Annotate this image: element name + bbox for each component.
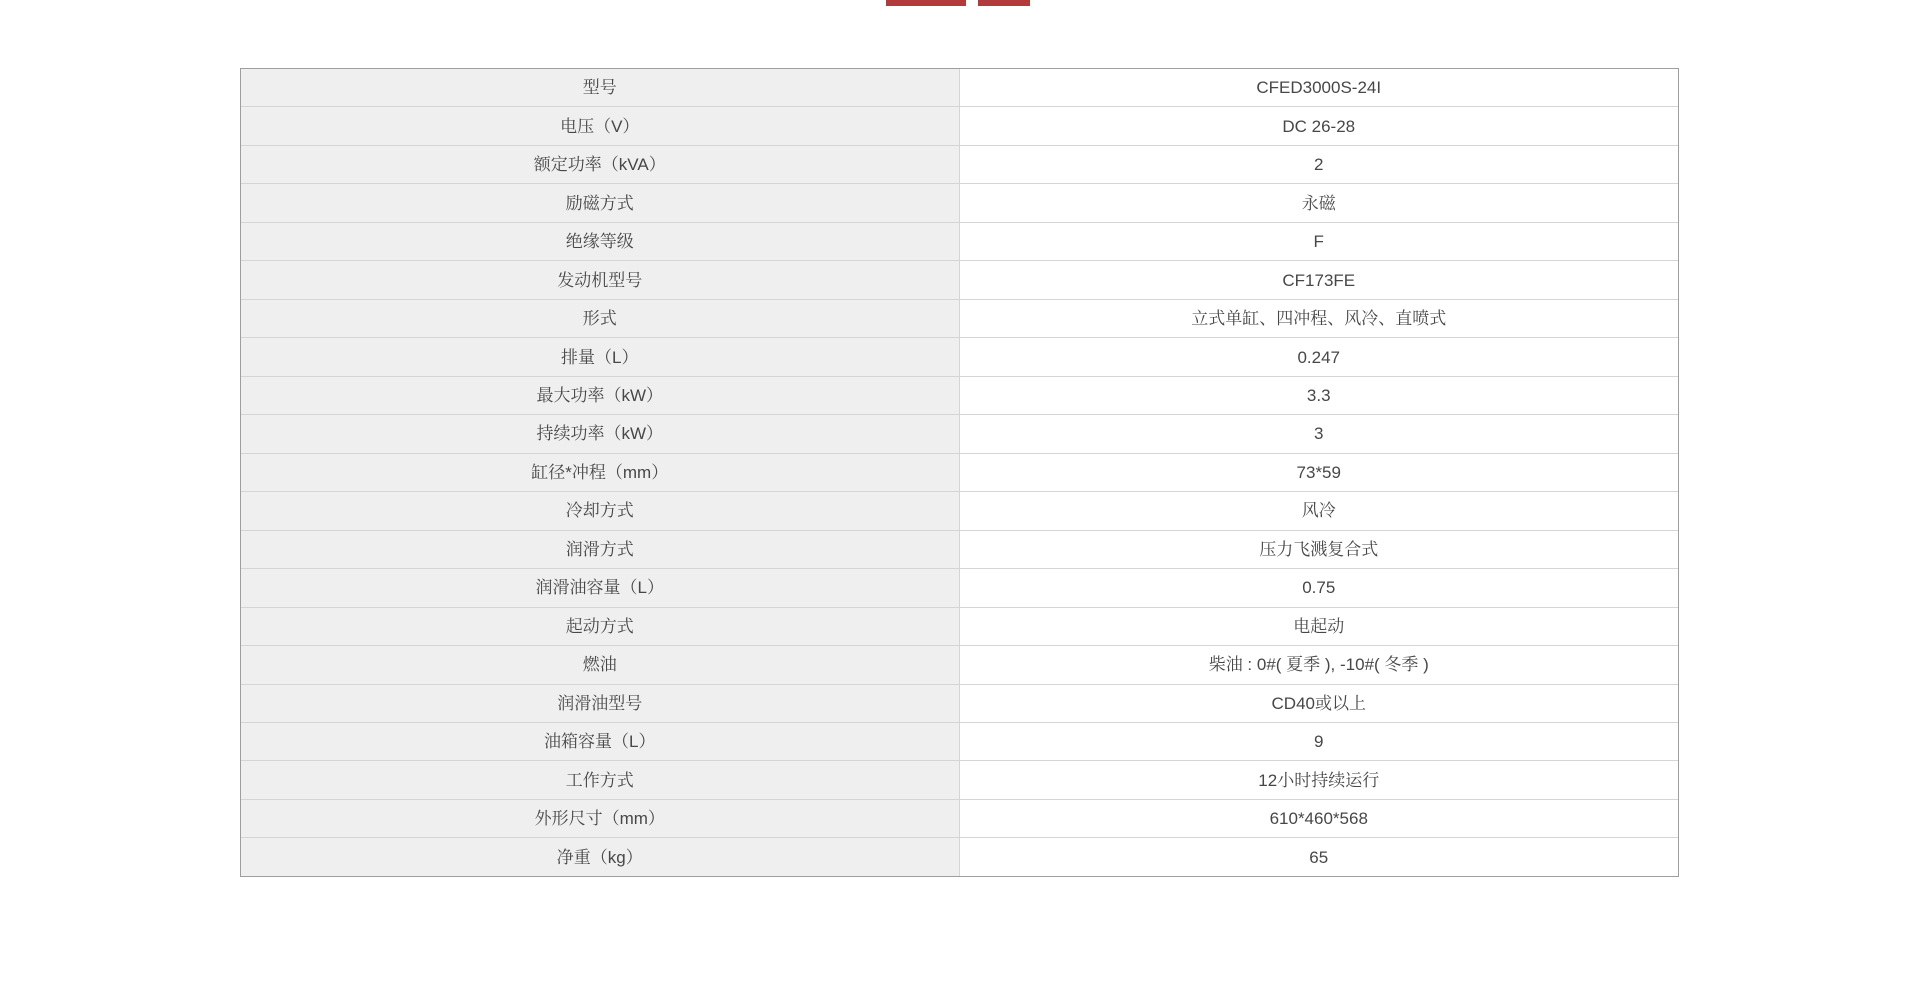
table-row [241,415,1678,453]
table-row [241,223,1678,261]
spec-value: 永磁 [960,184,1679,221]
table-row [241,531,1678,569]
table-row [241,569,1678,607]
spec-value: 0.75 [960,569,1679,606]
spec-value: 柴油 : 0#( 夏季 ), -10#( 冬季 ) [960,646,1679,683]
spec-label: 工作方式 [241,761,960,798]
table-row [241,377,1678,415]
spec-label: 绝缘等级 [241,223,960,260]
spec-label: 最大功率（kW） [241,377,960,414]
spec-value: CD40或以上 [960,685,1679,722]
table-row [241,146,1678,184]
spec-value: 3 [960,415,1679,452]
spec-label: 起动方式 [241,608,960,645]
spec-label: 冷却方式 [241,492,960,529]
spec-value: F [960,223,1679,260]
spec-value: CF173FE [960,261,1679,298]
table-row [241,608,1678,646]
spec-value: CFED3000S-24I [960,69,1679,106]
spec-value: DC 26-28 [960,107,1679,144]
table-row [241,838,1678,875]
table-row [241,723,1678,761]
spec-label: 发动机型号 [241,261,960,298]
spec-label: 电压（V） [241,107,960,144]
table-row [241,261,1678,299]
table-row [241,107,1678,145]
table-row [241,761,1678,799]
spec-value: 0.247 [960,338,1679,375]
spec-value: 2 [960,146,1679,183]
spec-label: 燃油 [241,646,960,683]
table-row [241,338,1678,376]
spec-label: 净重（kg） [241,838,960,875]
spec-value: 压力飞溅复合式 [960,531,1679,568]
spec-value: 73*59 [960,454,1679,491]
spec-table [240,68,1679,877]
spec-label: 油箱容量（L） [241,723,960,760]
spec-label: 励磁方式 [241,184,960,221]
spec-label: 形式 [241,300,960,337]
spec-value: 610*460*568 [960,800,1679,837]
cutoff-red-segment [886,0,966,6]
table-row [241,300,1678,338]
spec-value: 65 [960,838,1679,875]
table-row [241,454,1678,492]
table-row [241,800,1678,838]
spec-label: 润滑油容量（L） [241,569,960,606]
spec-label: 额定功率（kVA） [241,146,960,183]
table-row [241,646,1678,684]
spec-value: 12小时持续运行 [960,761,1679,798]
table-row [241,685,1678,723]
spec-value: 电起动 [960,608,1679,645]
cutoff-red-header [886,0,1032,6]
spec-label: 持续功率（kW） [241,415,960,452]
table-row [241,492,1678,530]
cutoff-red-segment [978,0,1030,6]
spec-label: 润滑油型号 [241,685,960,722]
spec-label: 外形尺寸（mm） [241,800,960,837]
table-row [241,184,1678,222]
spec-label: 排量（L） [241,338,960,375]
spec-label: 缸径*冲程（mm） [241,454,960,491]
spec-value: 风冷 [960,492,1679,529]
spec-value: 立式单缸、四冲程、风冷、直喷式 [960,300,1679,337]
spec-value: 9 [960,723,1679,760]
spec-value: 3.3 [960,377,1679,414]
table-row [241,69,1678,107]
spec-label: 润滑方式 [241,531,960,568]
spec-label: 型号 [241,69,960,106]
